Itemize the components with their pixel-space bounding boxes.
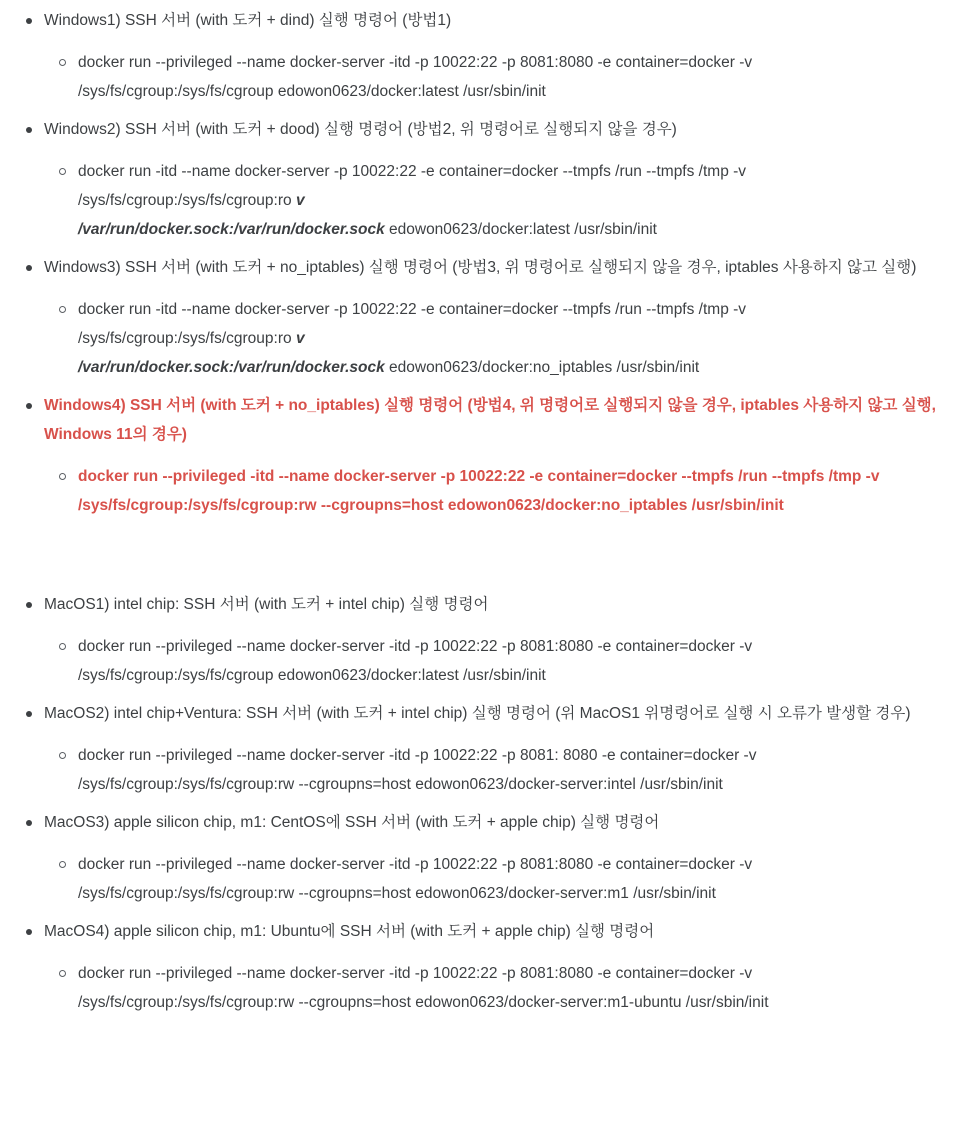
- bullet-disc-icon: [26, 711, 32, 717]
- command-text: docker run --privileged --name docker-server -itd -p 10022:22 -p 8081:8080 -e container=docker -v /sys/fs/cgroup:/sys/fs/cgroup edowon0623/docker:latest /usr/sbin/init: [78, 54, 753, 100]
- command-text: docker run --privileged --name docker-server -itd -p 10022:22 -p 8081:8080 -e container=docker -v /sys/fs/cgroup:/sys/fs/cgroup edowon0623/docker:latest /usr/sbin/init: [78, 638, 753, 684]
- command-sublist: [44, 462, 945, 520]
- command-text: docker run -itd --name docker-server -p 10022:22 -e container=docker --tmpfs /run --tmpfs /tmp -v /sys/fs/cgroup:/sys/fs/cgroup:ro: [78, 301, 747, 347]
- command-item: [44, 295, 945, 382]
- command-emphasis: /var/run/docker.sock:/var/run/docker.sock: [78, 359, 385, 376]
- command-sublist: [44, 850, 945, 908]
- item-title: MacOS1) intel chip: SSH 서버 (with 도커 + intel chip) 실행 명령어: [44, 596, 489, 613]
- bullet-circle-icon: [59, 970, 66, 977]
- command-emphasis: /var/run/docker.sock:/var/run/docker.sock: [78, 221, 385, 238]
- list-item-macos2: [25, 699, 945, 799]
- section-gap: [25, 529, 945, 590]
- bullet-disc-icon: [26, 403, 32, 409]
- list-item-windows1: [25, 6, 945, 106]
- list-item-macos4: [25, 917, 945, 1017]
- bullet-disc-icon: [26, 602, 32, 608]
- bullet-disc-icon: [26, 127, 32, 133]
- bullet-circle-icon: [59, 643, 66, 650]
- bullet-disc-icon: [26, 929, 32, 935]
- command-item: [44, 959, 945, 1017]
- bullet-circle-icon: [59, 473, 66, 480]
- command-item: [44, 741, 945, 799]
- bullet-circle-icon: [59, 59, 66, 66]
- bullet-circle-icon: [59, 752, 66, 759]
- command-sublist: [44, 741, 945, 799]
- bullet-disc-icon: [26, 18, 32, 24]
- item-title-highlighted: Windows4) SSH 서버 (with 도커 + no_iptables) 실행 명령어 (방법4, 위 명령어로 실행되지 않을 경우, iptables 사용하지 않고 실행, Windows 11의 경우): [44, 397, 936, 443]
- command-item: [44, 850, 945, 908]
- command-emphasis: v: [295, 192, 305, 209]
- command-sublist: [44, 632, 945, 690]
- command-text-highlighted: docker run --privileged -itd --name docker-server -p 10022:22 -e container=docker --tmpfs /run --tmpfs /tmp -v /sys/fs/cgroup:/sys/fs/cgroup:rw --cgroupns=host edowon0623/docker:no_iptables /usr/sbin/init: [78, 468, 880, 514]
- command-item: [44, 462, 945, 520]
- item-title: MacOS3) apple silicon chip, m1: CentOS에 SSH 서버 (with 도커 + apple chip) 실행 명령어: [44, 814, 660, 831]
- command-sublist: [44, 48, 945, 106]
- command-item: [44, 157, 945, 244]
- command-text: docker run --privileged --name docker-server -itd -p 10022:22 -p 8081:8080 -e container=docker -v /sys/fs/cgroup:/sys/fs/cgroup:rw --cgroupns=host edowon0623/docker-server:m1 /usr/sbin/init: [78, 856, 753, 902]
- command-text: edowon0623/docker:no_iptables /usr/sbin/init: [384, 359, 700, 376]
- command-text: edowon0623/docker:latest /usr/sbin/init: [384, 221, 657, 238]
- item-title: MacOS4) apple silicon chip, m1: Ubuntu에 SSH 서버 (with 도커 + apple chip) 실행 명령어: [44, 923, 655, 940]
- list-item-windows4: [25, 391, 945, 520]
- list-item-macos1: [25, 590, 945, 690]
- bullet-circle-icon: [59, 168, 66, 175]
- command-text: docker run -itd --name docker-server -p 10022:22 -e container=docker --tmpfs /run --tmpfs /tmp -v /sys/fs/cgroup:/sys/fs/cgroup:ro: [78, 163, 747, 209]
- item-title: Windows3) SSH 서버 (with 도커 + no_iptables) 실행 명령어 (방법3, 위 명령어로 실행되지 않을 경우, iptables 사용하지 않고 실행): [44, 259, 917, 276]
- command-sublist: [44, 295, 945, 382]
- command-item: [44, 632, 945, 690]
- item-title: MacOS2) intel chip+Ventura: SSH 서버 (with 도커 + intel chip) 실행 명령어 (위 MacOS1 위명령어로 실행 시 오류가 발생할 경우): [44, 705, 911, 722]
- list-item-macos3: [25, 808, 945, 908]
- bullet-circle-icon: [59, 306, 66, 313]
- command-text: docker run --privileged --name docker-server -itd -p 10022:22 -p 8081: 8080 -e container=docker -v /sys/fs/cgroup:/sys/fs/cgroup:rw --cgroupns=host edowon0623/docker-server:intel /usr/sbin/init: [78, 747, 757, 793]
- item-title: Windows2) SSH 서버 (with 도커 + dood) 실행 명령어 (방법2, 위 명령어로 실행되지 않을 경우): [44, 121, 677, 138]
- list-item-windows2: [25, 115, 945, 244]
- list-item-windows3: [25, 253, 945, 382]
- bullet-disc-icon: [26, 265, 32, 271]
- os-command-list: [25, 6, 945, 1017]
- bullet-circle-icon: [59, 861, 66, 868]
- command-sublist: [44, 959, 945, 1017]
- item-title: Windows1) SSH 서버 (with 도커 + dind) 실행 명령어 (방법1): [44, 12, 452, 29]
- command-sublist: [44, 157, 945, 244]
- command-text: docker run --privileged --name docker-server -itd -p 10022:22 -p 8081:8080 -e container=docker -v /sys/fs/cgroup:/sys/fs/cgroup:rw --cgroupns=host edowon0623/docker-server:m1-ubuntu /usr/sbin/init: [78, 965, 769, 1011]
- command-item: [44, 48, 945, 106]
- bullet-disc-icon: [26, 820, 32, 826]
- command-emphasis: v: [295, 330, 305, 347]
